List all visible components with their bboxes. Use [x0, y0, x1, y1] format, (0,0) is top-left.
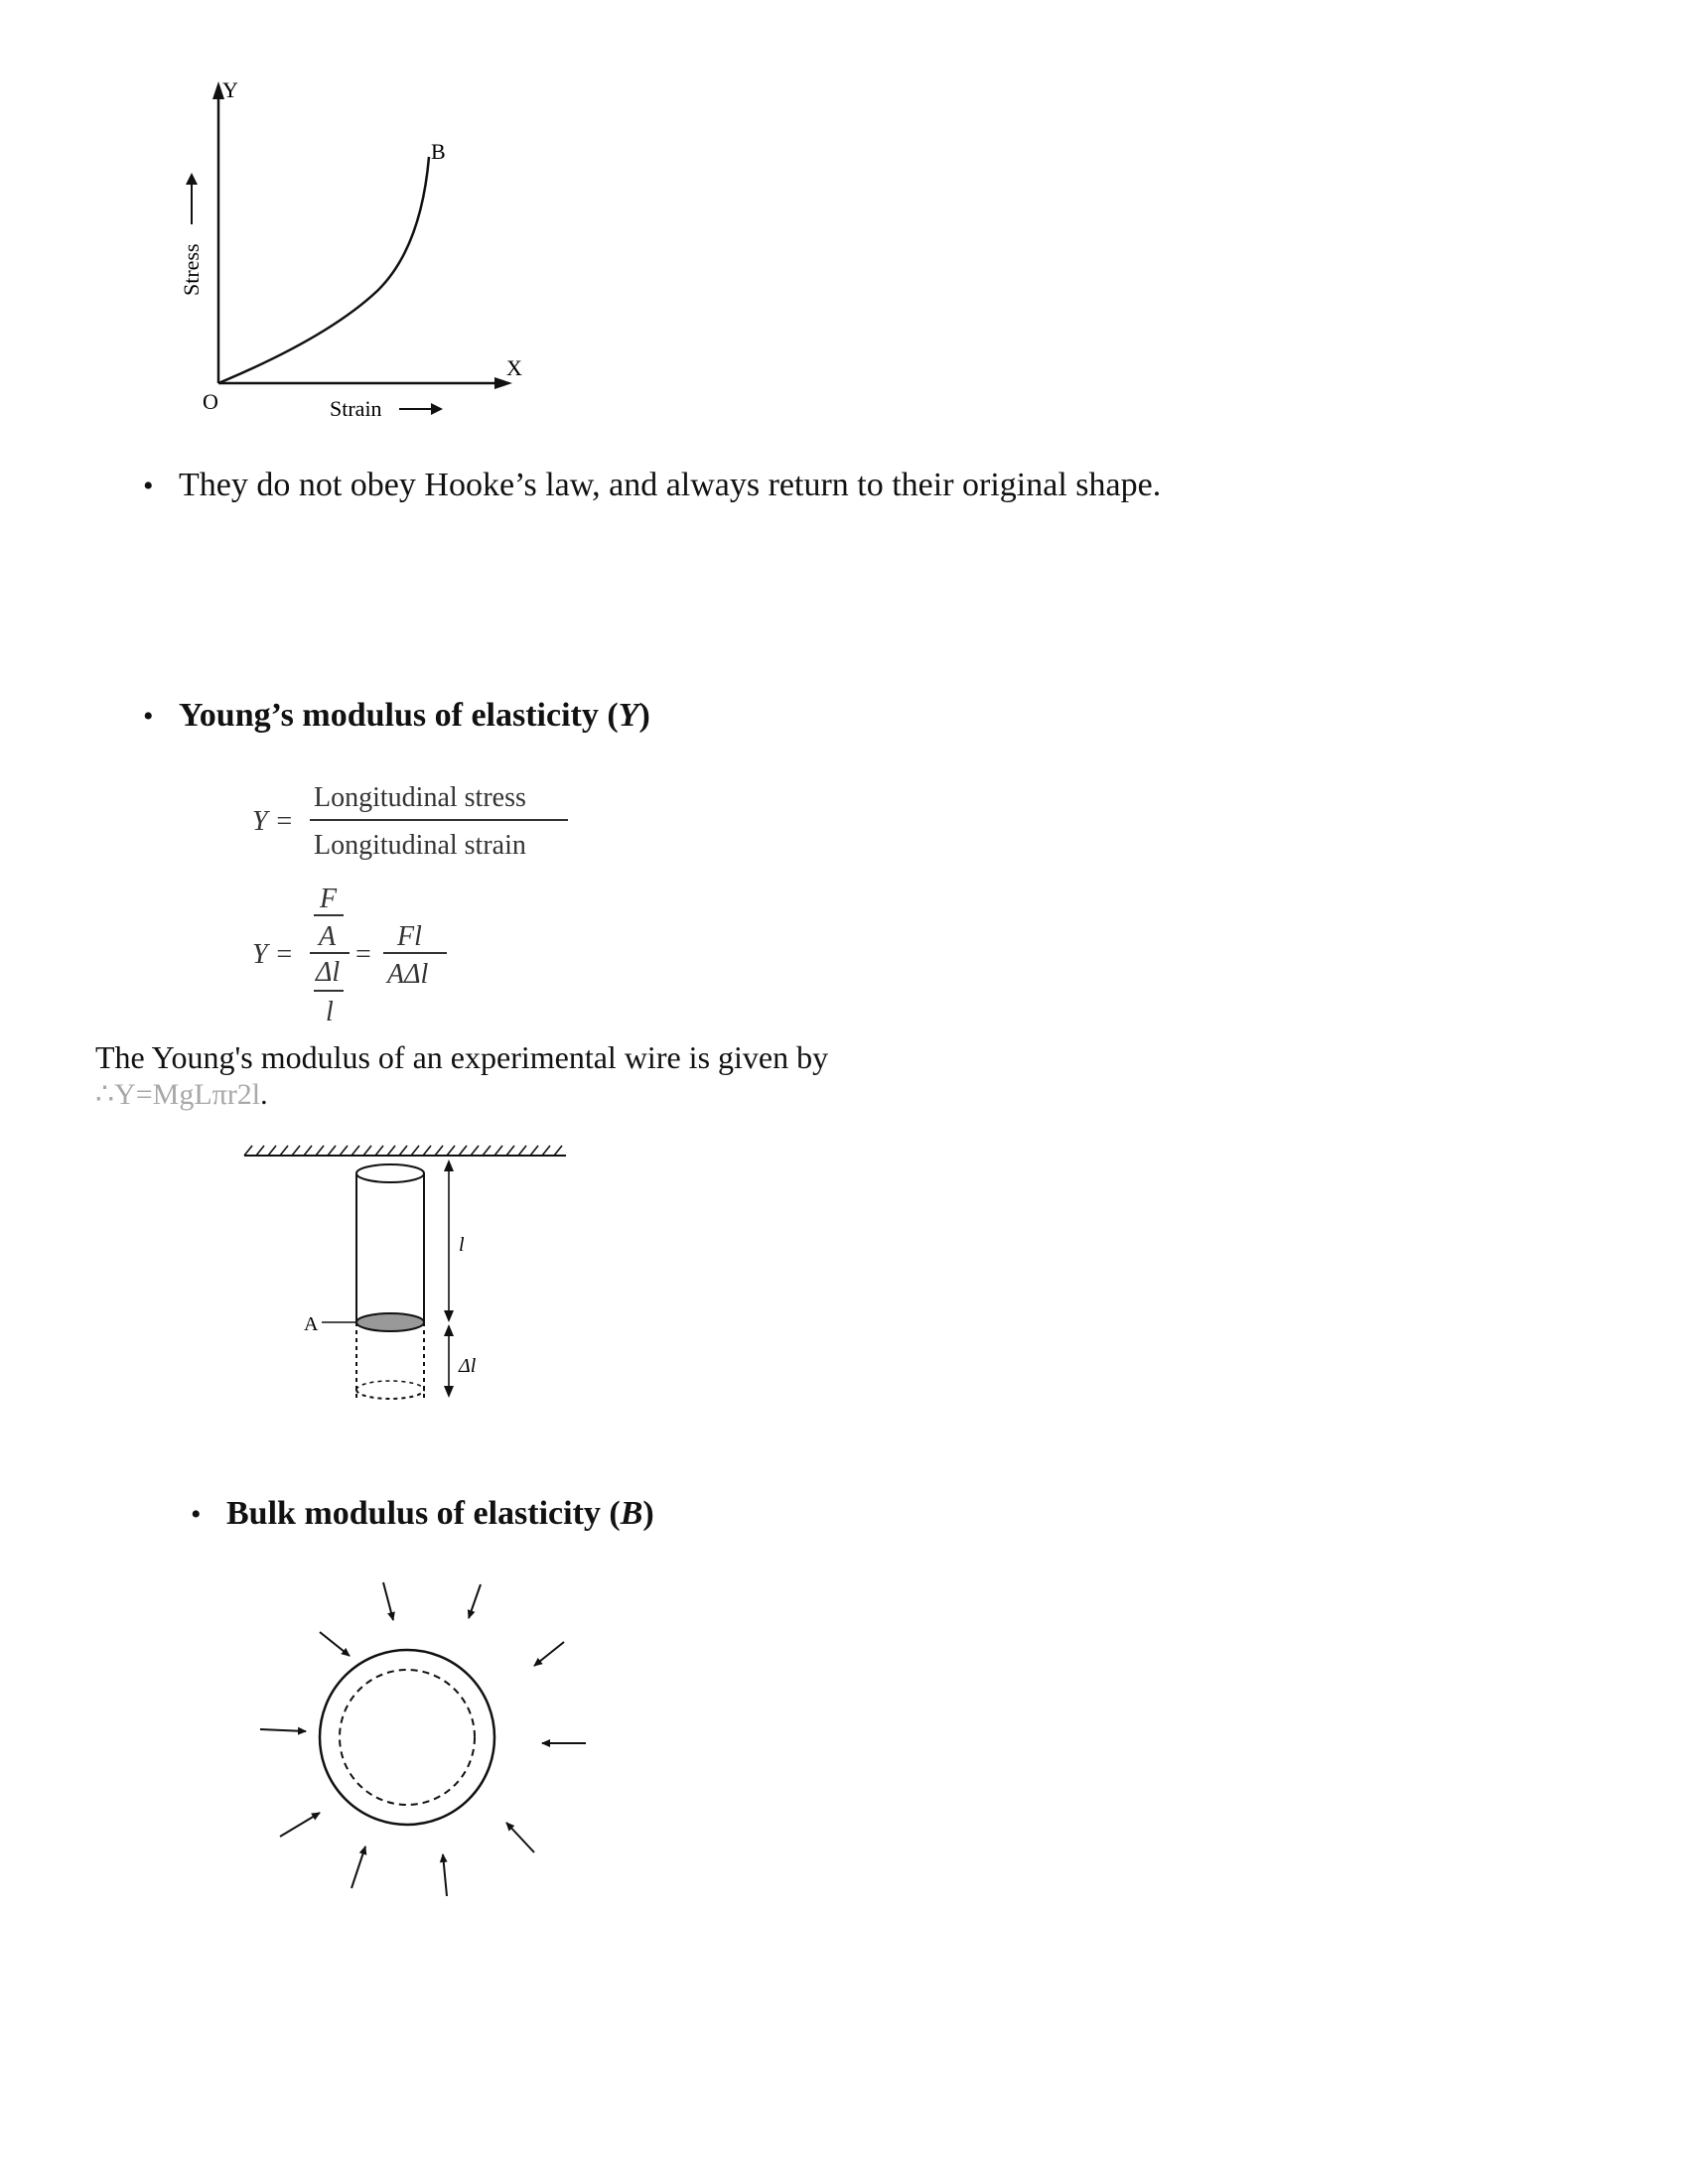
bulk-modulus-heading: [226, 1495, 654, 1533]
formula1-denominator: Longitudinal strain: [314, 830, 526, 861]
label-a: A: [304, 1313, 319, 1335]
experimental-wire-formula: ∴Y=MgLπr2l: [95, 1078, 261, 1111]
bullet-dot-icon: •: [143, 470, 154, 502]
y-axis-label: Y: [222, 77, 238, 102]
length-arrow-bottom-icon: [444, 1310, 454, 1322]
pressure-arrow-icon: [352, 1846, 365, 1888]
formula2-equals: =: [355, 939, 371, 970]
pressure-arrow-icon: [534, 1642, 564, 1666]
formula2-f: F: [320, 884, 338, 914]
youngs-modulus-symbol: Y: [618, 697, 639, 734]
label-extension: Δl: [459, 1355, 477, 1377]
length-arrow-top-icon: [444, 1160, 454, 1171]
formula2-l: l: [326, 997, 334, 1027]
paragraph-line-1: The Young's modulus of an experimental wire is given by: [95, 1039, 829, 1075]
bullet-dot-icon: •: [191, 1498, 202, 1531]
pressure-arrows: [260, 1582, 586, 1896]
x-axis-label: X: [506, 355, 522, 380]
formula1-numerator: Longitudinal stress: [314, 782, 526, 813]
extension-arrow-top-icon: [444, 1324, 454, 1336]
paragraph-line-2: [95, 1076, 828, 1114]
cross-section-area: [356, 1313, 424, 1331]
extension-bottom-ellipse: [356, 1390, 424, 1399]
paragraph-period: .: [260, 1078, 268, 1111]
bullet-bulk-modulus: [191, 1495, 654, 1533]
youngs-modulus-paragraph: [95, 1038, 828, 1114]
cylinder-top-ellipse: [356, 1164, 424, 1182]
youngs-modulus-title: Young’s modulus of elasticity (: [179, 697, 619, 734]
origin-label: O: [203, 389, 218, 414]
formula-youngs-expanded: [248, 874, 467, 1032]
ceiling-hatching: [244, 1146, 562, 1156]
stress-arrow-icon: [186, 173, 198, 185]
pressure-arrow-icon: [383, 1582, 393, 1620]
formula2-dl: Δl: [316, 957, 341, 988]
strain-label: Strain: [330, 396, 382, 421]
label-length: l: [459, 1234, 465, 1256]
point-b-label: B: [431, 139, 446, 164]
bullet-dot-icon: •: [143, 700, 154, 733]
pressure-arrow-icon: [506, 1823, 534, 1852]
formula-youngs-ratio: [248, 772, 586, 872]
bulk-compression-diagram: [248, 1567, 606, 1904]
pressure-arrow-icon: [260, 1729, 306, 1731]
strain-arrow-icon: [431, 403, 443, 415]
pressure-arrow-icon: [443, 1854, 447, 1896]
bullet-hookes-law-text: They do not obey Hooke’s law, and always return to their original shape.: [179, 467, 1162, 503]
stress-label: Stress: [179, 243, 204, 296]
bullet-hookes-law: [143, 467, 1161, 504]
bullet-youngs-modulus: [143, 697, 650, 735]
bulk-modulus-title: Bulk modulus of elasticity (: [226, 1495, 621, 1532]
formula2-a: A: [319, 921, 337, 952]
sphere-compressed-circle: [340, 1670, 475, 1805]
stress-strain-graph: [169, 77, 546, 435]
wire-elongation-diagram: [238, 1142, 576, 1400]
pressure-arrow-icon: [280, 1813, 320, 1837]
formula1-lhs: Y =: [252, 806, 294, 837]
formula2-right-numerator: Fl: [397, 921, 422, 952]
stress-strain-curve: [218, 157, 429, 383]
extension-arrow-bottom-icon: [444, 1386, 454, 1398]
pressure-arrow-icon: [320, 1632, 350, 1656]
extension-bottom-ellipse-back: [356, 1381, 424, 1390]
youngs-modulus-heading: [179, 697, 650, 735]
formula2-lhs: Y =: [252, 939, 294, 970]
sphere-outer-circle: [320, 1650, 494, 1825]
bulk-modulus-symbol: B: [620, 1495, 643, 1532]
youngs-modulus-close: ): [638, 697, 650, 734]
pressure-arrow-icon: [469, 1584, 481, 1618]
formula2-right-denominator: AΔl: [387, 959, 429, 990]
bulk-modulus-close: ): [642, 1495, 654, 1532]
